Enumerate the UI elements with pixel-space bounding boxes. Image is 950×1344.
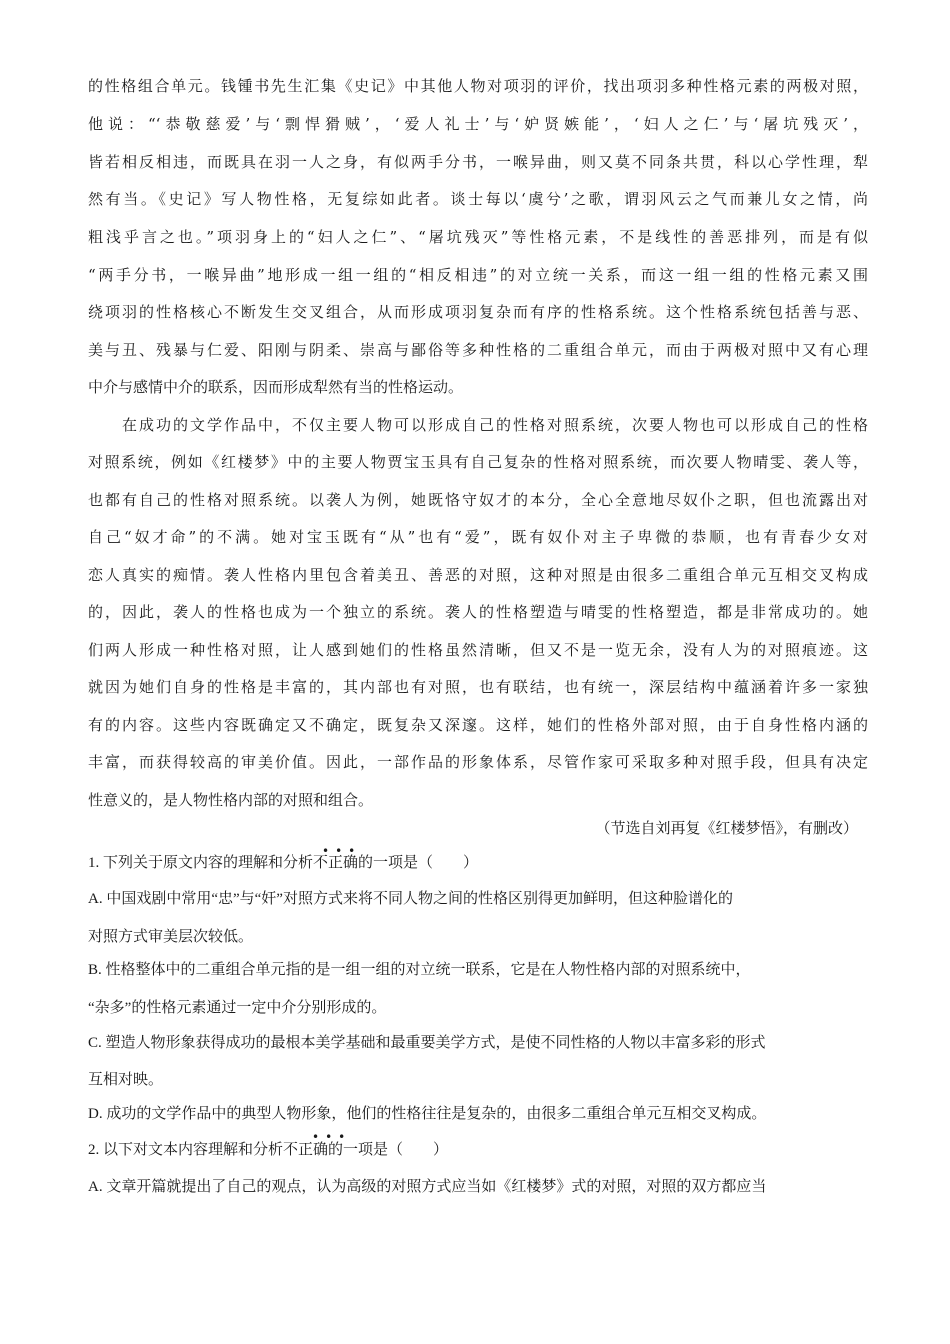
passage-line: 们两人形成一种性格对照，让人感到她们的性格虽然清晰，但又不是一览无余，没有人为的对照痕迹。这 bbox=[88, 641, 868, 659]
source-citation: （节选自刘再复《红楼梦悟》，有删改） bbox=[595, 819, 858, 837]
passage-line: 的性格组合单元。钱锺书先生汇集《史记》中其他人物对项羽的评价，找出项羽多种性格元素的两极对照， bbox=[88, 77, 868, 95]
passage-line: 的，因此，袭人的性格也成为一个独立的系统。袭人的性格塑造与晴雯的性格塑造，都是非常成功的。她 bbox=[88, 603, 868, 621]
question-1-option-c-cont: 互相对映。 bbox=[88, 1072, 164, 1088]
emphasis-dots: ••• bbox=[322, 844, 362, 858]
passage-line: 在成功的文学作品中，不仅主要人物可以形成自己的性格对照系统，次要人物也可以形成自己的性格 bbox=[88, 416, 868, 434]
passage-line: 自己“奴才命”的不满。她对宝玉既有“从”也有“爱”，既有奴仆对主子卑微的恭顺，也有青春少女对 bbox=[88, 528, 868, 546]
passage-line: “两手分书，一喉异曲”地形成一组一组的“相反相违”的对立统一关系，而这一组一组的性格元素又围 bbox=[88, 266, 868, 284]
passage-line: 然有当。《史记》写人物性格，无复综如此者。谈士每以‘虞兮’之歌，谓羽风云之气而兼儿女之情，尚 bbox=[88, 190, 868, 208]
passage-line: 对照系统，例如《红楼梦》中的主要人物贾宝玉具有自己复杂的性格对照系统，而次要人物晴雯、袭人等， bbox=[88, 453, 868, 471]
question-1-option-a-cont: 对照方式审美层次较低。 bbox=[88, 929, 254, 945]
passage-line: 美与丑、残暴与仁爱、阳刚与阴柔、崇高与鄙俗等多种性格的二重组合单元，而由于两极对照中又有心理 bbox=[88, 341, 868, 359]
question-1-option-d: D. 成功的文学作品中的典型人物形象，他们的性格往往是复杂的，由很多二重组合单元互相交叉构成。 bbox=[88, 1106, 767, 1122]
passage-line: 有的内容。这些内容既确定又不确定，既复杂又深邃。这样，她们的性格外部对照，由于自身性格内涵的 bbox=[88, 716, 868, 734]
passage-line: 丰富，而获得较高的审美价值。因此，一部作品的形象体系，尽管作家可采取多种对照手段，但具有决定 bbox=[88, 753, 868, 771]
passage-line: 绕项羽的性格核心不断发生交叉组合，从而形成项羽复杂而有序的性格系统。这个性格系统包括善与恶、 bbox=[88, 303, 868, 321]
question-2-option-a: A. 文章开篇就提出了自己的观点，认为高级的对照方式应当如《红楼梦》式的对照，对照的双方都应当 bbox=[88, 1179, 767, 1195]
passage-line: 粗浅乎言之也。”项羽身上的“妇人之仁”、“屠坑残灭”等性格元素，不是线性的善恶排列，而是有似 bbox=[88, 228, 868, 246]
question-1-stem: 1. 下列关于原文内容的理解和分析不正确的一项是（ ） bbox=[88, 855, 479, 871]
emphasis-dots: ••• bbox=[312, 1130, 352, 1144]
passage-line: 性意义的，是人物性格内部的对照和组合。 bbox=[88, 791, 374, 809]
passage-line: 就因为她们自身的性格是丰富的，其内部也有对照，也有联结，也有统一，深层结构中蕴涵着许多一家独 bbox=[88, 678, 868, 696]
question-2-stem: 2. 以下对文本内容理解和分析不正确的一项是（ ） bbox=[88, 1142, 449, 1158]
question-1-option-b: B. 性格整体中的二重组合单元指的是一组一组的对立统一联系，它是在人物性格内部的对照系统中， bbox=[88, 962, 751, 978]
question-1-option-c: C. 塑造人物形象获得成功的最根本美学基础和最重要美学方式，是使不同性格的人物以丰富多彩的形式 bbox=[88, 1035, 766, 1051]
passage-line: 恋人真实的痴情。袭人性格内里包含着美丑、善恶的对照，这种对照是由很多二重组合单元互相交叉构成 bbox=[88, 566, 868, 584]
passage-line: 中介与感情中介的联系，因而形成犁然有当的性格运动。 bbox=[88, 378, 464, 396]
passage-line: 皆若相反相违，而既具在羽一人之身，有似两手分书，一喉异曲，则又莫不同条共贯，科以心学性理，犁 bbox=[88, 153, 868, 171]
question-1-option-b-cont: “杂多”的性格元素通过一定中介分别形成的。 bbox=[88, 1000, 387, 1016]
passage-line: 也都有自己的性格对照系统。以袭人为例，她既恪守奴才的本分，全心全意地尽奴仆之职，但也流露出对 bbox=[88, 491, 868, 509]
question-1-option-a: A. 中国戏剧中常用“忠”与“奸”对照方式来将不同人物之间的性格区别得更加鲜明，但这种脸谱化的 bbox=[88, 891, 733, 907]
passage-line: 他说：“‘恭敬慈爱’与‘剽悍猾贼’，‘爱人礼士’与‘妒贤嫉能’，‘妇人之仁’与‘屠坑残灭’， bbox=[88, 115, 868, 133]
